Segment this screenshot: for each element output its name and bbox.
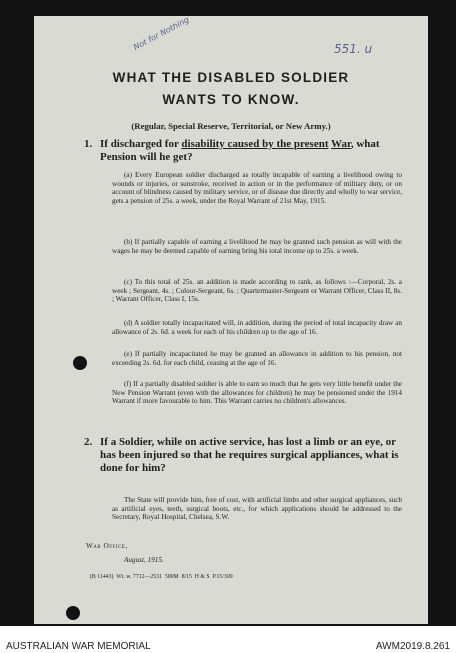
punch-hole-lower xyxy=(66,606,80,620)
footer-accession-number: AWM2019.8.261 xyxy=(375,641,450,652)
paragraph-a: (a) Every European soldier discharged as totally incapable of earning a livelihood owing to wounds or injuries, or sunstroke, received in action or in the performance of military duty, or on account of blindness caused by military service, or of disease due directly and wholly to war service, gets a pension of 25s. a week, under the Royal Warrant of 21st May, 1915. xyxy=(112,171,402,205)
document-title-line-1: WHAT THE DISABLED SOLDIER xyxy=(112,70,350,85)
question-1-text-start: If discharged for xyxy=(100,138,182,150)
question-1-underlined-war: War xyxy=(331,138,351,150)
document-title-line-2: WANTS TO KNOW. xyxy=(162,92,300,107)
paragraph-d: (d) A soldier totally incapacitated will, in addition, during the period of total incapacity draw an allowance of 2s. 6d. a week for each of his children up to the age of 16. xyxy=(112,319,402,336)
question-1 xyxy=(84,138,406,164)
question-2-answer: The State will provide him, free of cost, with artificial limbs and other surgical appliances, such as artificial eyes, teeth, surgical boots, etc., for which applications should be addressed to the Secretary, Royal Hospital, Chelsea, S.W. xyxy=(112,496,402,522)
punch-hole-upper xyxy=(73,356,87,370)
question-1-number: 1. xyxy=(84,138,93,150)
war-office-label: War Office, xyxy=(86,542,128,550)
handwritten-number: 551. u xyxy=(334,42,373,56)
document-date: August, 1915. xyxy=(124,556,164,564)
print-code: (B 11443) Wt. w. 7712—2531 500M 8/15 H & S P.15/309 xyxy=(90,574,233,580)
question-2-text: If a Soldier, while on active service, has lost a limb or an eye, or has been injured so that he requires surgical appliances, what is done for him? xyxy=(100,436,399,474)
paragraph-e: (e) If partially incapacitated he may be granted an allowance in addition to his pension, not exceeding 2s. 6d. for each child, ceasing at the age of 16. xyxy=(112,350,402,367)
question-1-underlined-phrase: disability caused by the present xyxy=(181,138,329,150)
paragraph-f: (f) If a partially disabled soldier is able to earn so much that he gets very little benefit under the New Pension Warrant (even with the allowances for children) he may be pensioned under the 1914 Warrant if more favourable to him. This Warrant carries no children's allowances. xyxy=(112,380,402,406)
question-2-number: 2. xyxy=(84,436,93,448)
handwritten-note: Not for Nothing xyxy=(132,15,191,52)
paragraph-c: (c) To this total of 25s. an addition is made according to rank, as follows :—Corporal, 2s. a week ; Sergeant, 4s. ; Colour-Sergeant, 6s. ; Quartermaster-Sergeant or Warrant Officer, Class II, 8s. ; Warrant Officer, Class I, 15s. xyxy=(112,278,402,304)
paragraph-b: (b) If partially capable of earning a livelihood he may be granted such pension as will with the wages he may be deemed capable of earning bring his total income up to 25s. a week. xyxy=(112,238,402,255)
question-1-text-end: , what Pension will he get? xyxy=(100,138,380,163)
question-2 xyxy=(84,436,406,475)
footer-institution: AUSTRALIAN WAR MEMORIAL xyxy=(6,641,151,652)
document-sheet xyxy=(34,16,428,624)
document-subtitle: (Regular, Special Reserve, Territorial, or New Army.) xyxy=(131,121,331,131)
footer-bar xyxy=(0,626,456,653)
